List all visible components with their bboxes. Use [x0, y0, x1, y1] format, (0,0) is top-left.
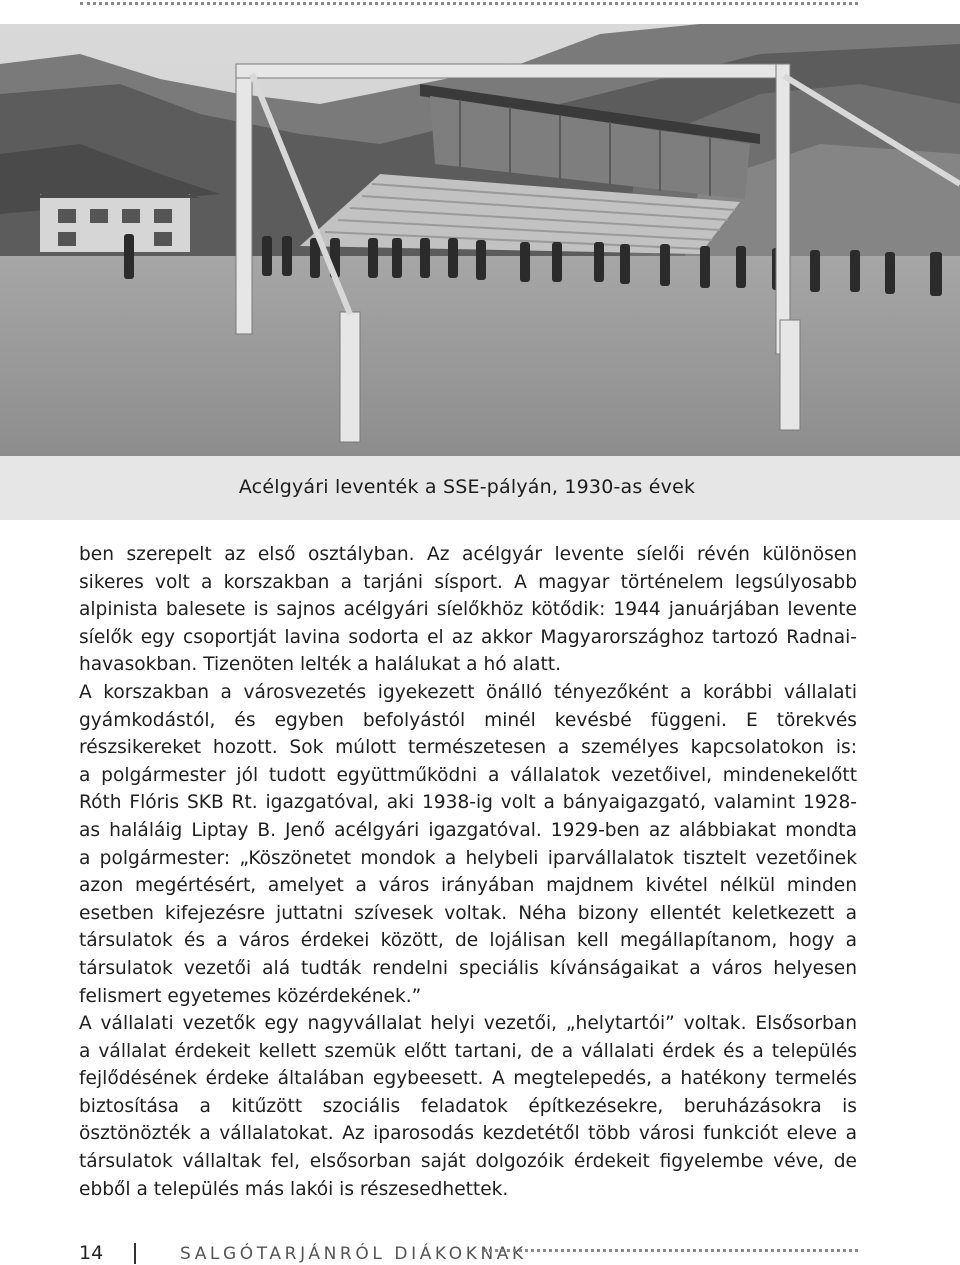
text-line: sikeres volt a korszakban a tarjáni sísport. A magyar történelem legsúlyosabb [79, 571, 857, 593]
footer-divider [134, 1243, 136, 1264]
photo-figure [0, 24, 960, 520]
text-line: havasokban. Tizenöten lelték a halálukat a hó alatt. [79, 654, 561, 676]
text-line: ebből a település más lakói is részesedhettek. [79, 1178, 509, 1200]
text-line: részsikereket hozott. Sok múlott természetesen a személyes kapcsolatokon is: [79, 737, 857, 759]
text-line: A korszakban a városvezetés igyekezett önálló tényezőként a korábbi vállalati [79, 681, 857, 703]
text-line: társulatok és a város érdekei között, de lojálisan kell megállapítanom, hogy a [79, 930, 857, 952]
text-line: a vállalat érdekeit kellett szemük előtt tartani, de a vállalati érdek és a település [79, 1040, 857, 1062]
paragraph-1 [79, 541, 857, 679]
paragraph-2 [79, 679, 857, 1010]
running-title: SALGÓTARJÁNRÓL DIÁKOKNAK [180, 1244, 527, 1264]
text-line: társulatok vállaltak fel, elsősorban saját dolgozóik érdekeit figyelembe véve, de [79, 1151, 857, 1173]
text-line: alpinista balesete is sajnos acélgyári síelőkhöz kötődik: 1944 januárjában levente [79, 599, 857, 621]
text-line: ben szerepelt az első osztályban. Az acélgyár levente síelői révén különösen [79, 544, 857, 565]
historical-photo [0, 24, 960, 456]
photo-caption: Acélgyári leventék a SSE-pályán, 1930-as évek [238, 476, 696, 498]
stadium-photo-illustration [0, 24, 960, 456]
text-line: a polgármester jól tudott együttműködni a vállalatok vezetőivel, mindenekelőtt [79, 764, 857, 786]
text-line: biztosítása a kitűzött szociális feladatok építkezésekre, beruházásokra is [79, 1095, 857, 1117]
text-line: esetben kifejezésre juttatni szívesek voltak. Néha bizony ellentét keletkezett a [79, 902, 857, 924]
text-line: felismert egyetemes közérdekének.” [79, 985, 422, 1007]
text-line: azon megértésért, amelyet a város irányában majdnem kivétel nélkül minden [79, 875, 857, 897]
text-line: Róth Flóris SKB Rt. igazgatóval, aki 1938-ig volt a bányaigazgató, valamint 1928- [79, 792, 857, 814]
text-line: síelők egy csoportját lavina sodorta el az akkor Magyarországhoz tartozó Radnai- [79, 626, 857, 648]
footer-dotted-rule [484, 1249, 858, 1252]
page-number: 14 [79, 1242, 104, 1264]
article-body [79, 541, 857, 1203]
text-line: gyámkodástól, és egyben befolyástól minél kevésbé függeni. E törekvés [79, 709, 857, 731]
text-line: ösztönözték a vállalatokat. Az iparosodás kezdetétől több városi funkciót eleve a [79, 1123, 857, 1145]
text-line: as haláláig Liptay B. Jenő acélgyári igazgatóval. 1929-ben az alábbiakat mondta [79, 819, 857, 841]
text-line: társulatok vezetői alá tudták rendelni speciális kívánságaikat a város helyesen [79, 957, 857, 979]
text-line: a polgármester: „Köszönetet mondok a helybeli iparvállalatok tisztelt vezetőinek [79, 847, 857, 869]
text-line: A vállalati vezetők egy nagyvállalat helyi vezetői, „helytartói” voltak. Elsősorban [79, 1013, 857, 1035]
top-dotted-rule [80, 2, 858, 5]
paragraph-3 [79, 1010, 857, 1203]
text-line: fejlődésének érdeke általában egybeesett. A megtelepedés, a hatékony termelés [79, 1068, 857, 1090]
